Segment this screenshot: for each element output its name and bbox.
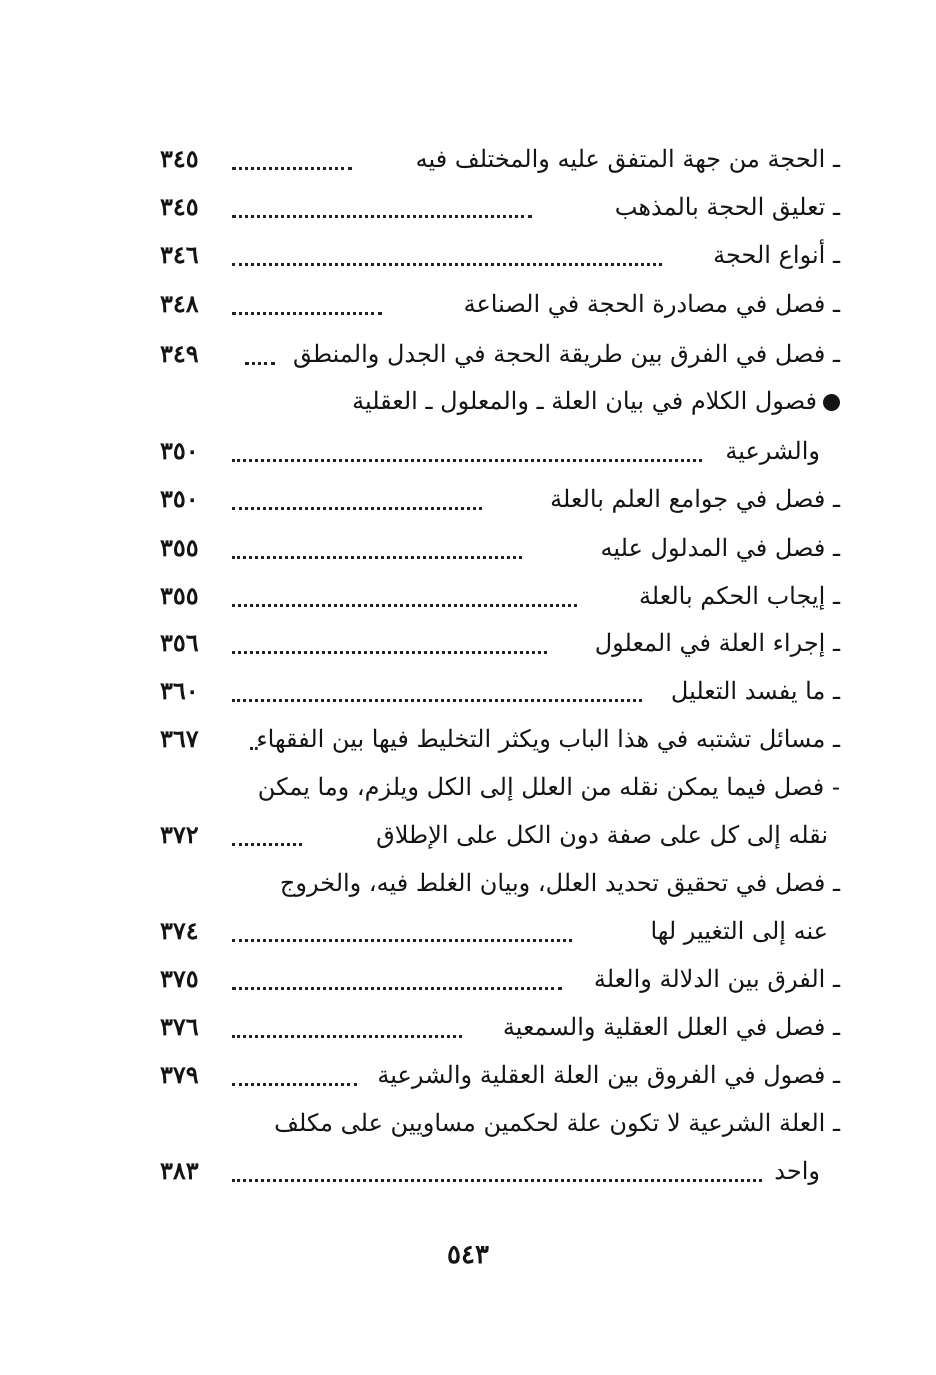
toc-row: [160, 430, 840, 474]
leader-dots: [232, 205, 532, 218]
leader-dots: [232, 1169, 762, 1182]
toc-page-number: ٣٥٦: [160, 628, 199, 657]
toc-row: [160, 283, 840, 327]
bullet-icon: [823, 394, 840, 411]
toc-entry-text: ـ إجراء العلة في المعلول: [594, 629, 840, 657]
toc-row: [160, 1102, 840, 1146]
toc-entry-text: ـ العلة الشرعية لا تكون علة لحكمين مساويين على مكلف: [274, 1109, 840, 1137]
toc-page-number: ٣٦٧: [160, 724, 199, 753]
toc-entry-text: عنه إلى التغيير لها: [650, 917, 828, 945]
toc-row: [160, 1006, 840, 1050]
toc-row: [160, 527, 840, 571]
toc-page-number: ٣٥٥: [160, 533, 199, 562]
leader-dots: [232, 449, 702, 462]
leader-dots: [232, 641, 547, 654]
leader-dots: [232, 929, 572, 942]
toc-entry-text: ـ فصول في الفروق بين العلة العقلية والشرعية: [377, 1061, 840, 1089]
toc-entry-text: ـ فصل في الفرق بين طريقة الحجة في الجدل والمنطق: [292, 340, 840, 368]
toc-page-number: ٣٧٦: [160, 1012, 199, 1041]
toc-entry-text: ـ مسائل تشتبه في هذا الباب ويكثر التخليط فيها بين الفقهاء: [256, 725, 840, 753]
toc-page-number: ٣٥٠: [160, 484, 199, 513]
toc-page-number: ٣٥٠: [160, 436, 199, 465]
toc-row: [160, 333, 840, 377]
toc-section-heading: [352, 384, 840, 418]
toc-row: [160, 575, 840, 619]
toc-row: [160, 910, 840, 954]
toc-entry-text: ـ ما يفسد التعليل: [670, 677, 840, 705]
toc-entry-text: ـ فصل في العلل العقلية والسمعية: [502, 1013, 840, 1041]
toc-row: [160, 1054, 840, 1098]
leader-dots: [232, 253, 662, 266]
leader-dots: [232, 833, 302, 846]
toc-page-number: ٣٤٨: [160, 289, 199, 318]
toc-page-number: ٣٦٠: [160, 676, 199, 705]
toc-page-number: ٣٧٩: [160, 1060, 199, 1089]
toc-row: [160, 234, 840, 278]
toc-row-section: [160, 380, 840, 424]
leader-dots: [245, 352, 275, 365]
toc-row: [160, 186, 840, 230]
toc-row: [160, 622, 840, 666]
leader-dots: [232, 302, 382, 315]
toc-row: [160, 958, 840, 1002]
toc-entry-text: ـ تعليق الحجة بالمذهب: [614, 193, 840, 221]
toc-entry-text: ـ إيجاب الحكم بالعلة: [638, 582, 840, 610]
toc-page-number: ٣٧٤: [160, 916, 199, 945]
toc-entry-text: واحد: [774, 1157, 820, 1185]
leader-dots: [232, 1025, 462, 1038]
toc-page-number: ٣٧٥: [160, 964, 199, 993]
leader-dots: [232, 546, 522, 559]
leader-dots: [250, 737, 258, 750]
toc-entry-text: ـ الحجة من جهة المتفق عليه والمختلف فيه: [415, 145, 840, 173]
leader-dots: [232, 497, 482, 510]
toc-row: [160, 670, 840, 714]
toc-entry-text: ـ الفرق بين الدلالة والعلة: [593, 965, 840, 993]
leader-dots: [232, 1073, 357, 1086]
toc-entry-text: ـ أنواع الحجة: [713, 241, 840, 269]
toc-page-number: ٣٤٥: [160, 144, 199, 173]
toc-entry-text: - فصل فيما يمكن نقله من العلل إلى الكل ويلزم، وما يمكن: [257, 773, 840, 801]
toc-row: [160, 766, 840, 810]
toc-entry-text: نقله إلى كل على صفة دون الكل على الإطلاق: [376, 821, 828, 849]
leader-dots: [232, 594, 577, 607]
toc-row: [160, 1150, 840, 1194]
toc-page-number: ٣٨٣: [160, 1156, 199, 1185]
leader-dots: [232, 689, 642, 702]
toc-row: [160, 138, 840, 182]
toc-entry-text: فصول الكلام في بيان العلة ـ والمعلول ـ العقلية: [352, 387, 817, 415]
toc-page-number: ٣٥٥: [160, 581, 199, 610]
page-number: ٥٤٣: [447, 1240, 489, 1270]
leader-dots: [232, 157, 352, 170]
toc-row: [160, 718, 840, 762]
toc-entry-text: ـ فصل في جوامع العلم بالعلة: [550, 485, 840, 513]
toc-entry-text: ـ فصل في تحقيق تحديد العلل، وبيان الغلط فيه، والخروج: [279, 869, 840, 897]
toc-row: [160, 478, 840, 522]
toc-page-number: ٣٧٢: [160, 820, 199, 849]
toc-page-number: ٣٤٦: [160, 240, 199, 269]
toc-entry-text: والشرعية: [725, 437, 820, 465]
toc-entry-text: ـ فصل في مصادرة الحجة في الصناعة: [463, 290, 840, 318]
toc-page-number: ٣٤٥: [160, 192, 199, 221]
toc-entry-text: ـ فصل في المدلول عليه: [600, 534, 840, 562]
toc-row: [160, 862, 840, 906]
toc-row: [160, 814, 840, 858]
toc-page-number: ٣٤٩: [160, 339, 199, 368]
leader-dots: [232, 977, 562, 990]
